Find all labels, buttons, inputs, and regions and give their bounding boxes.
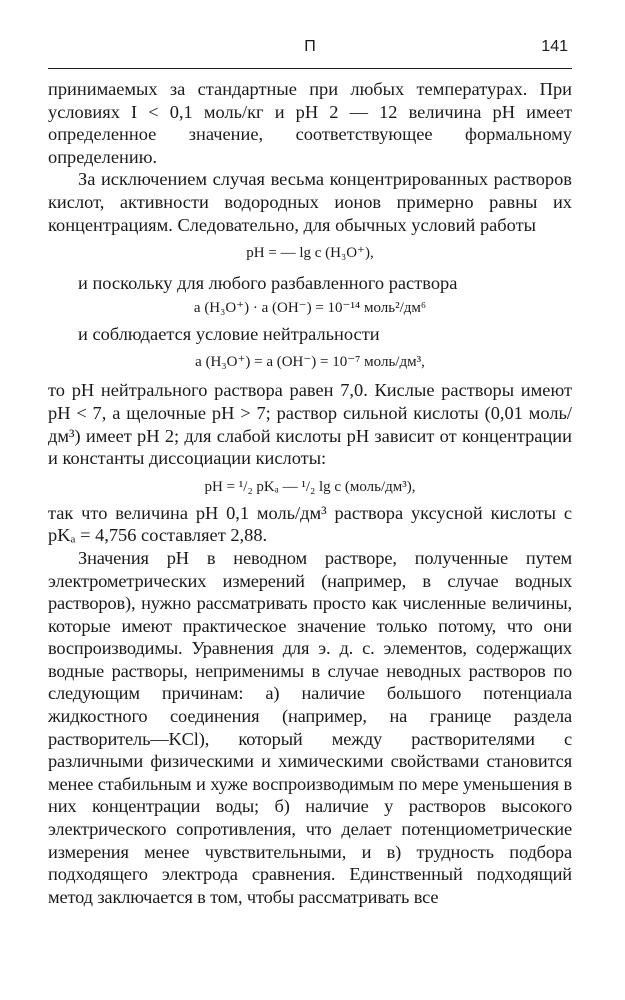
- equation-4: pH = ¹/₂ pKₐ — ¹/₂ lg c (моль/дм³),: [204, 478, 416, 495]
- header-rule: [48, 68, 572, 69]
- paragraph-1: принимаемых за стандартные при любых температурах. При условиях I < 0,1 моль/кг и pH 2 — 12 величина pH имеет определенное значение, соответствующее формальному определению.: [48, 79, 572, 167]
- paragraph-6: так что величина pH 0,1 моль/дм³ раствора уксусной кислоты с pKₐ = 4,756 составляет 2,88.: [48, 502, 572, 546]
- paragraph-2: За исключением случая весьма концентрированных растворов кислот, активности водородных ионов примерно равны их концентрациям. Следовательно, для обычных условий работы: [48, 169, 572, 235]
- equation-1: pH = — lg c (H₃O⁺),: [246, 245, 374, 262]
- paragraph-7: Значения pH в неводном растворе, полученные путем электрометрических измерений (например, в случае водных растворов), нужно рассматривать просто как численные величины, которые имеют практическое значение только потому, что они воспроизводимы. Уравнения для э. д. с. элементов, содержащих водные растворы, неприменимы в случае неводных растворов по следующим причинам: а) наличие большого потенциала жидкостного соединения (например, на границе раздела растворитель—KCl), который между растворителями с различными физическими и химическими свойствами становится менее стабильным и хуже воспроизводимым по мере уменьшения в них концентрации воды; б) наличие у растворов высокого электрического сопротивления, что делает потенциометрические измерения менее чувствительными, и в) трудность подбора подходящего электрода сравнения. Единственный подходящий метод заключается в том, чтобы рассматривать все: [48, 547, 572, 907]
- page-number: 141: [541, 38, 568, 55]
- paragraph-4: и соблюдается условие нейтральности: [78, 323, 380, 344]
- body-text: [48, 78, 572, 908]
- paragraph-3: и поскольку для любого разбавленного раствора: [78, 273, 458, 294]
- page-header: [48, 30, 572, 60]
- equation-3: a (H₃O⁺) = a (OH⁻) = 10⁻⁷ моль/дм³,: [195, 354, 425, 371]
- running-head: П: [304, 38, 316, 55]
- equation-2: a (H₃O⁺) · a (OH⁻) = 10⁻¹⁴ моль²/дм⁶: [193, 299, 427, 316]
- paragraph-5: то pH нейтрального раствора равен 7,0. Кислые растворы имеют pH < 7, а щелочные pH > 7; раствор сильной кислоты (0,01 моль/дм³) имеет pH 2; для слабой кислоты pH зависит от концентрации и константы диссоциации кислоты:: [48, 380, 572, 469]
